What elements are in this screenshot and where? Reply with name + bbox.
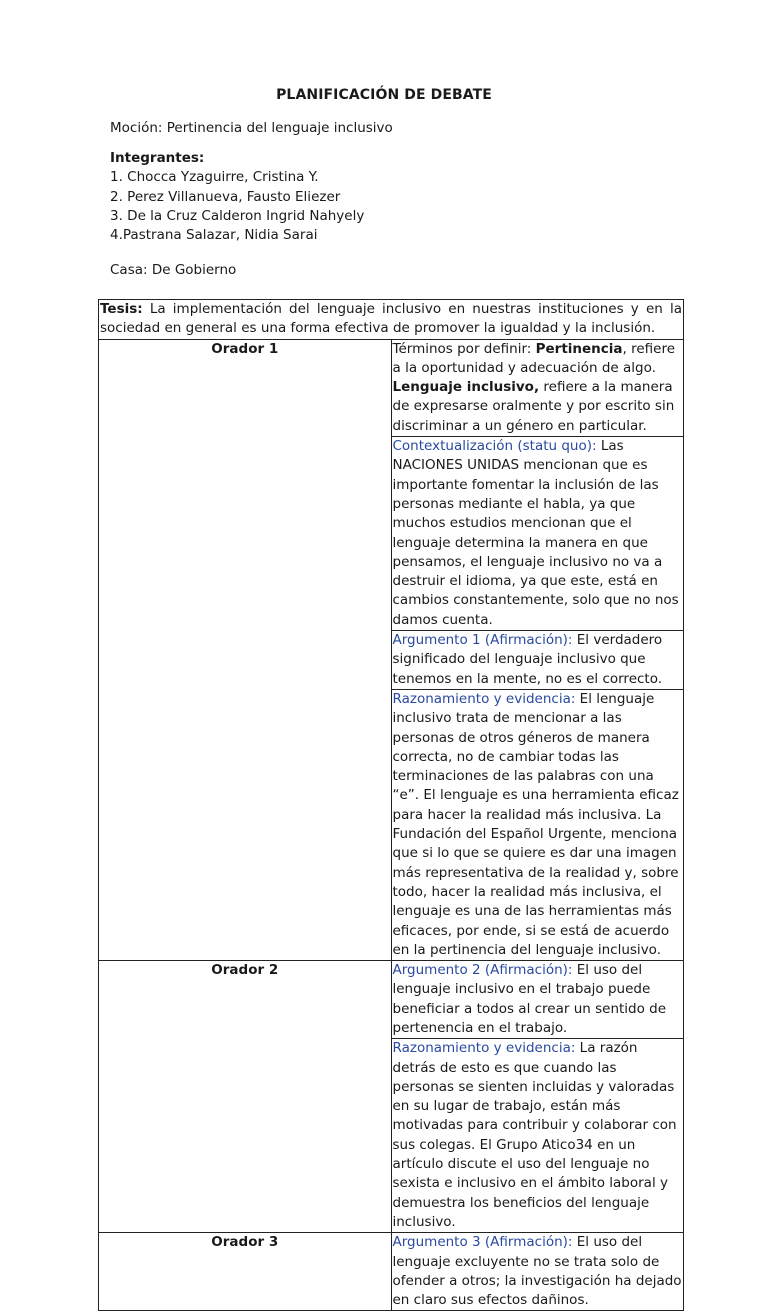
argument-3-text: El uso del lenguaje excluyente no se trata solo de ofender a otros; la investigación ha dejado en claro sus efectos dañinos. [392, 1234, 682, 1309]
orador-2-label: Orador 2 [99, 961, 392, 1233]
terms-text: refiere a la manera de expresarse oralmente y por escrito sin discriminar a un género en particular. [392, 379, 675, 434]
reasoning-1-cell [391, 689, 684, 960]
member-item: 2. Perez Villanueva, Fausto Eliezer [110, 188, 341, 205]
term-lenguaje-inclusivo: Lenguaje inclusivo, [392, 379, 540, 396]
members-header: Integrantes: [110, 150, 205, 166]
table-row [99, 961, 684, 1039]
argument-3-label: Argumento 3 (Afirmación): [392, 1234, 573, 1251]
member-item: 4.Pastrana Salazar, Nidia Sarai [110, 227, 318, 244]
reasoning-2-cell [391, 1039, 684, 1233]
table-row [99, 1233, 684, 1311]
member-item: 3. De la Cruz Calderon Ingrid Nahyely [110, 207, 365, 224]
orador-3-label: Orador 3 [99, 1233, 392, 1311]
reasoning-1-text: El lenguaje inclusivo trata de mencionar a las personas de otros géneros de manera correcta, no de cambiar todas las terminaciones de las palabras con una “e”. El lenguaje es una herramienta eficaz para hacer la realidad más inclusiva. La Fundación del Español Urgente, menciona que si lo que se quiere es dar una imagen más representativa de la realidad y, sobre todo, hacer la realidad más inclusiva, el lenguaje es una de las herramientas más eficaces, por ende, si se está de acuerdo en la pertinencia del lenguaje inclusivo. [392, 690, 679, 958]
debate-table [98, 299, 684, 1311]
member-item: 1. Chocca Yzaguirre, Cristina Y. [110, 169, 319, 186]
table-row [99, 339, 684, 436]
argument-2-text: El uso del lenguaje inclusivo en el trabajo puede beneficiar a todos al crear un sentido de pertenencia en el trabajo. [392, 962, 667, 1036]
terms-text: , refiere a la oportunidad y adecuación de algo. [392, 340, 676, 376]
term-pertinencia: Pertinencia [535, 340, 623, 357]
argument-2-label: Argumento 2 (Afirmación): [392, 962, 573, 979]
context-label: Contextualización (statu quo): [392, 438, 597, 455]
thesis-text: La implementación del lenguaje inclusivo en nuestras instituciones y en la sociedad en general es una forma efectiva de promover la igualdad y la inclusión. [100, 301, 682, 337]
members-block [110, 149, 364, 245]
argument-2-cell [391, 961, 684, 1039]
argument-3-cell [391, 1233, 684, 1311]
argument-1-text: El verdadero significado del lenguaje inclusivo que tenemos en la mente, no es el correcto. [392, 632, 663, 687]
context-text: Las NACIONES UNIDAS mencionan que es importante fomentar la inclusión de las personas mediante el habla, ya que muchos estudios mencionan que el lenguaje determina la manera en que pensamos, el lenguaje inclusivo no va a destruir el idioma, ya que este, está en cambios constantemente, solo que no nos damos cuenta. [392, 438, 679, 628]
thesis-cell [99, 300, 684, 340]
terms-text: Términos por definir: [392, 340, 536, 357]
orador-1-label: Orador 1 [99, 339, 392, 961]
reasoning-2-label: Razonamiento y evidencia: [392, 1040, 576, 1057]
house-line: Casa: De Gobierno [110, 262, 237, 278]
thesis-label: Tesis: [100, 301, 143, 317]
context-cell [391, 437, 684, 631]
thesis-row [99, 300, 684, 340]
motion-line: Moción: Pertinencia del lenguaje inclusivo [110, 120, 393, 136]
argument-1-label: Argumento 1 (Afirmación): [392, 632, 573, 649]
argument-1-cell [391, 631, 684, 690]
terms-cell [391, 339, 684, 436]
reasoning-2-text: La razón detrás de esto es que cuando las personas se sienten incluidas y valoradas en su lugar de trabajo, están más motivadas para contribuir y colaborar con sus colegas. El Grupo Atico34 en un artículo discute el uso del lenguaje no sexista e inclusivo en el ámbito laboral y demuestra los beneficios del lenguaje inclusivo. [392, 1040, 677, 1230]
document-title: PLANIFICACIÓN DE DEBATE [276, 87, 492, 103]
reasoning-1-label: Razonamiento y evidencia: [392, 690, 576, 707]
